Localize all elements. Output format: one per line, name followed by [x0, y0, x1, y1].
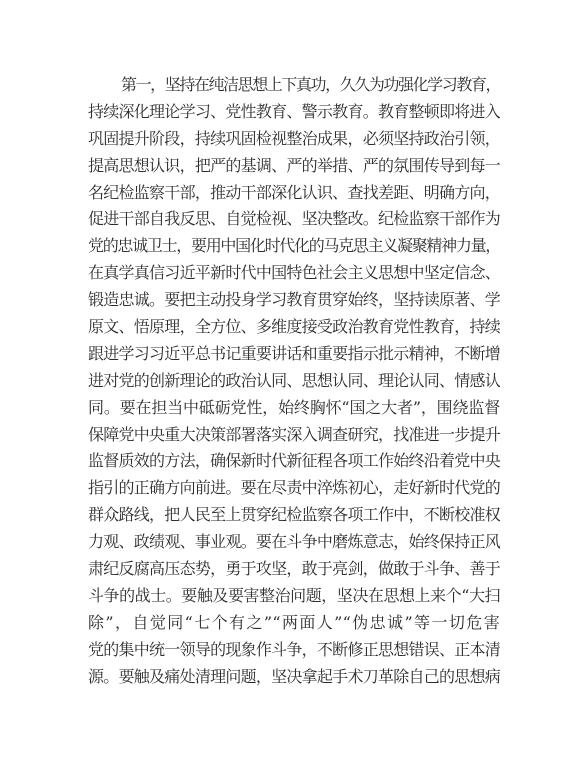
body-paragraph: [88, 72, 500, 690]
text-line: 党的忠诚卫士，要用中国化时代化的马克思主义凝聚精神力量，: [88, 236, 500, 256]
text-line: 保障党中央重大决策部署落实深入调查研究，找准进一步提升: [88, 424, 500, 444]
text-line: 同。要在担当中砥砺党性，始终胸怀“国之大者”，围绕监督: [88, 397, 500, 417]
text-line: 跟进学习习近平总书记重要讲话和重要指示批示精神，不断增: [88, 343, 500, 363]
text-line: 党的集中统一领导的现象作斗争，不断修正思想错误、正本清: [88, 639, 500, 659]
text-line: 力观、政绩观、事业观。要在斗争中磨炼意志，始终保持正风: [88, 532, 500, 552]
text-line: 持续深化理论学习、党性教育、警示教育。教育整顿即将进入: [88, 101, 500, 121]
text-line: 进对党的创新理论的政治认同、思想认同、理论认同、情感认: [88, 370, 500, 390]
text-line: 名纪检监察干部，推动干部深化认识、查找差距、明确方向，: [88, 182, 500, 202]
text-line: 第一，坚持在纯洁思想上下真功，久久为功强化学习教育，: [121, 75, 500, 94]
text-line: 指引的正确方向前进。要在尽责中淬炼初心，走好新时代党的: [88, 478, 500, 498]
text-line: 在真学真信习近平新时代中国特色社会主义思想中坚定信念、: [88, 263, 500, 283]
text-line: 监督质效的方法，确保新时代新征程各项工作始终沿着党中央: [88, 451, 500, 471]
text-line: 锻造忠诚。要把主动投身学习教育贯穿始终，坚持读原著、学: [88, 290, 500, 310]
text-line: 群众路线，把人民至上贯穿纪检监察各项工作中，不断校准权: [88, 505, 500, 525]
text-line: 肃纪反腐高压态势，勇于攻坚，敢于亮剑，做敢于斗争、善于: [88, 559, 500, 579]
text-line: 斗争的战士。要触及要害整治问题，坚决在思想上来个“大扫: [88, 585, 500, 605]
text-line: 源。要触及痛处清理问题，坚决拿起手术刀革除自己的思想病: [88, 666, 500, 686]
text-line: 提高思想认识，把严的基调、严的举措、严的氛围传导到每一: [88, 155, 500, 175]
text-line: 促进干部自我反思、自觉检视、坚决整改。纪检监察干部作为: [88, 209, 500, 229]
text-line: 巩固提升阶段，持续巩固检视整治成果，必须坚持政治引领，: [88, 128, 500, 148]
text-line: 除”，自觉同“七个有之”“两面人”“伪忠诚”等一切危害: [88, 612, 500, 632]
text-line: 原文、悟原理，全方位、多维度接受政治教育党性教育，持续: [88, 317, 500, 337]
